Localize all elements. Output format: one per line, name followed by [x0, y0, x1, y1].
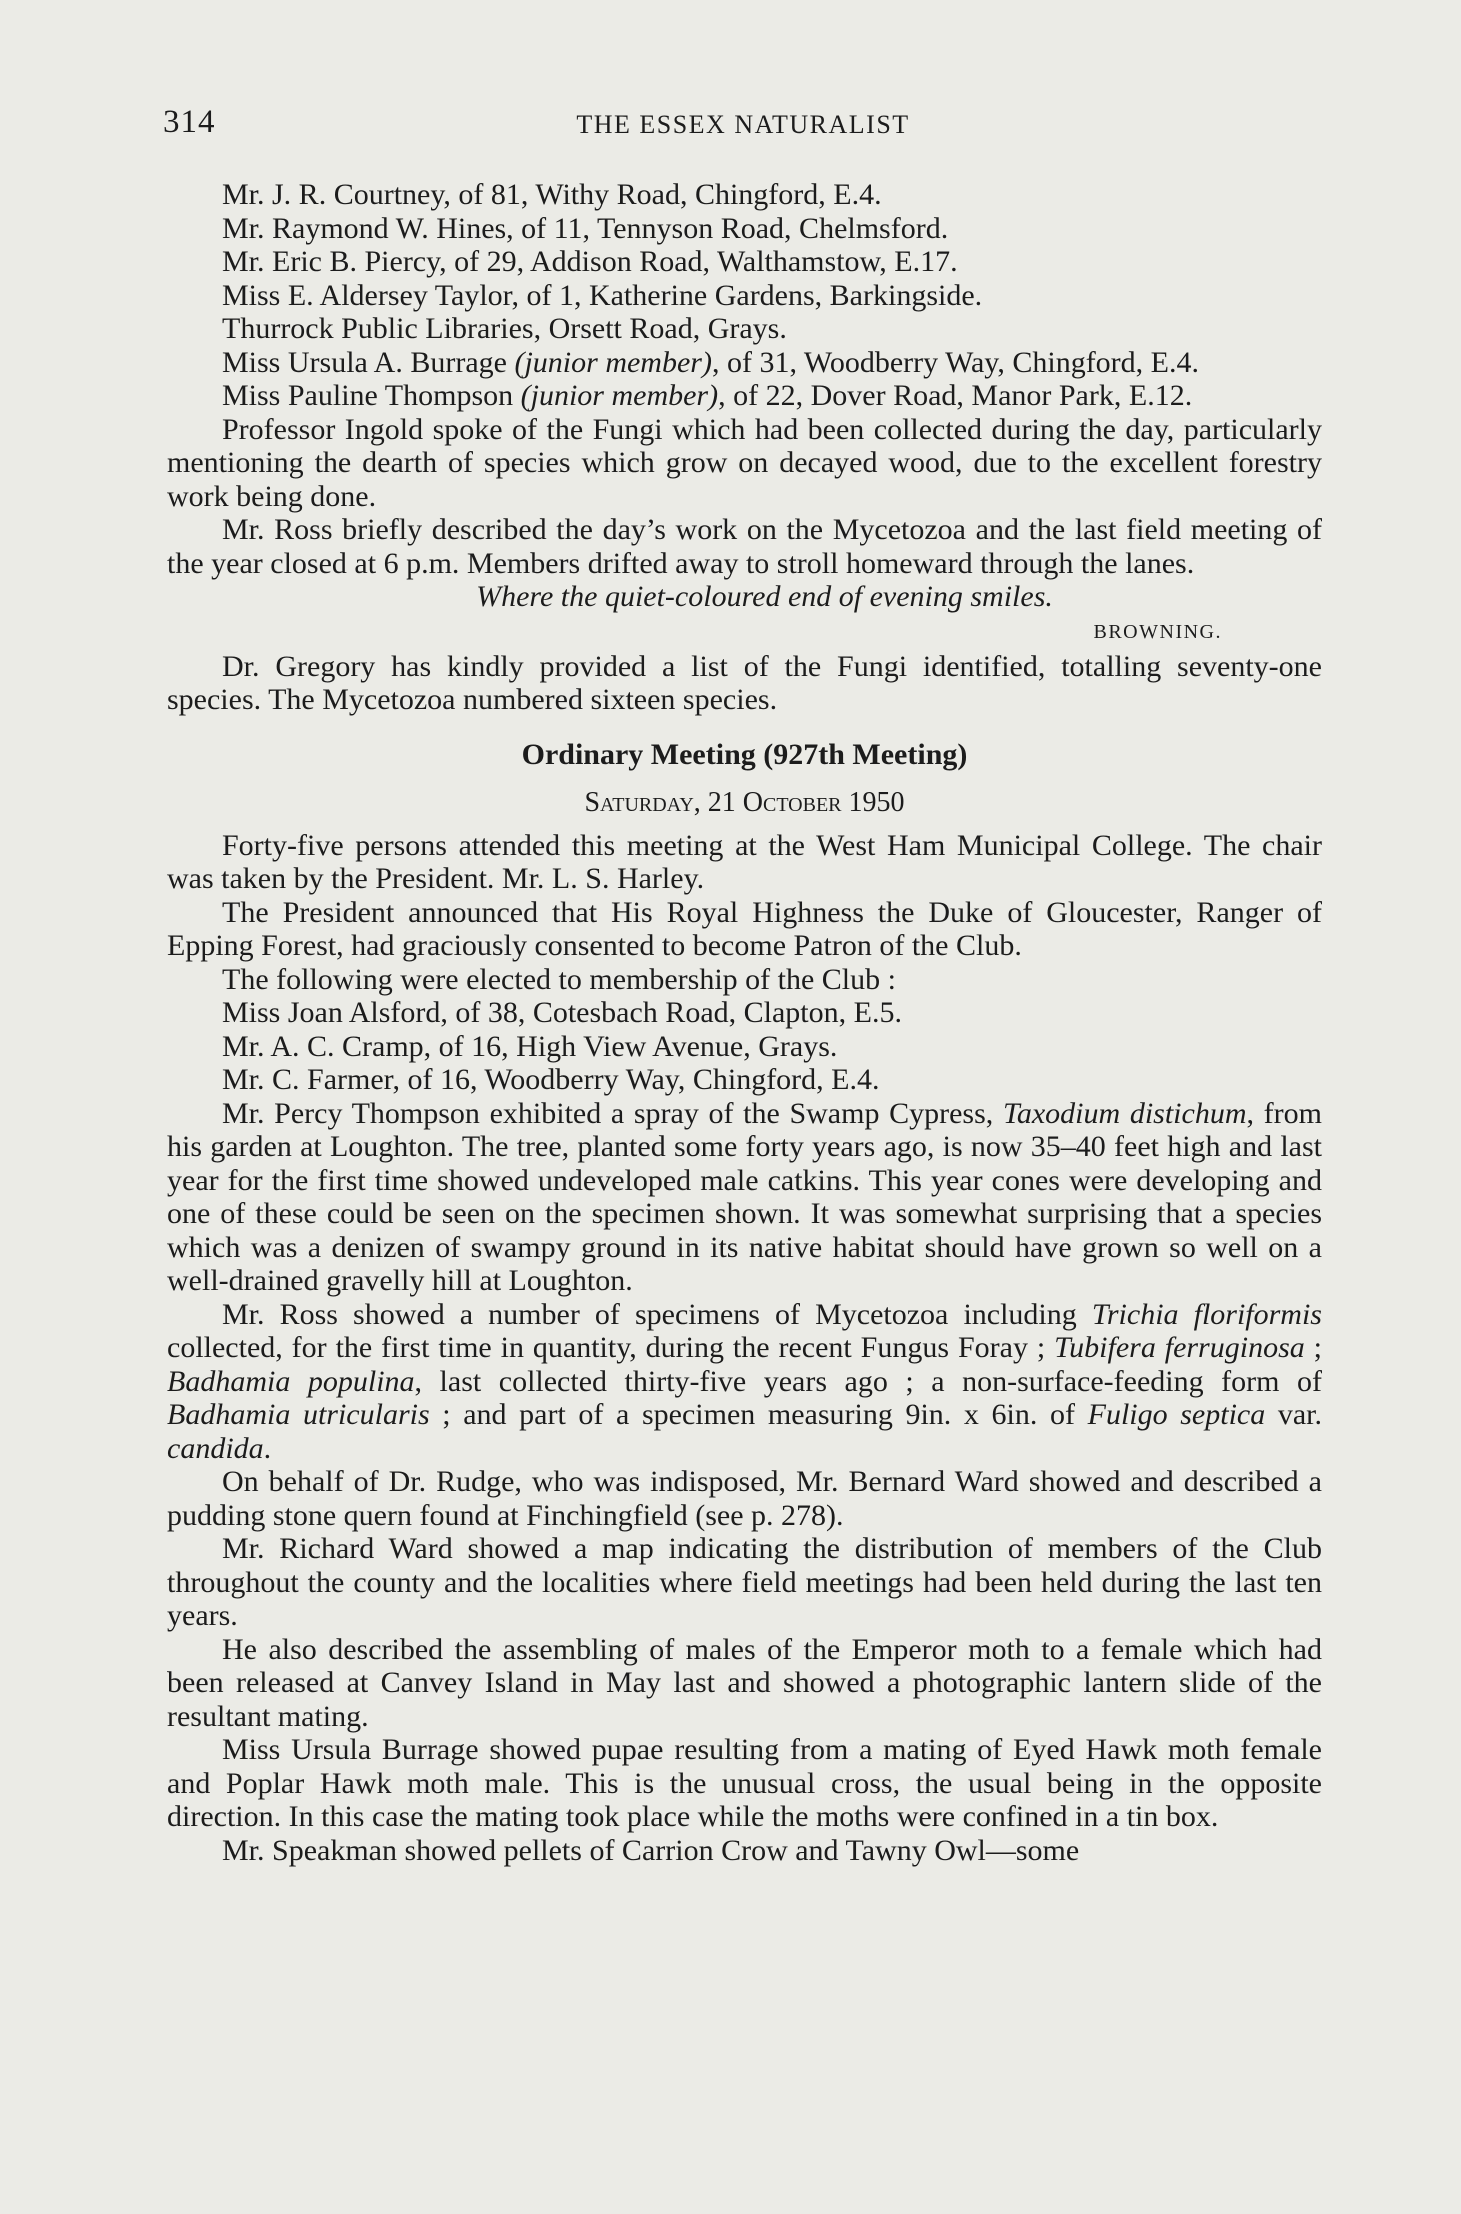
text-run: var.: [1265, 1398, 1322, 1431]
text-run: ;: [1304, 1331, 1323, 1364]
paragraph-rudge: On behalf of Dr. Rudge, who was indisposed, Mr. Bernard Ward showed and described a pudding stone quern found at Finchingfield (see p. 278).: [167, 1465, 1322, 1532]
page-header: [163, 104, 1323, 154]
paragraph-speakman: Mr. Speakman showed pellets of Carrion Crow and Tawny Owl—some: [222, 1833, 1080, 1867]
text-run: ; and part of a specimen measuring 9in. x 6in. of: [429, 1398, 1088, 1431]
species-name: Tubifera ferruginosa: [1054, 1331, 1305, 1364]
paragraph-ross: Mr. Ross briefly described the day’s work on the Mycetozoa and the last field meeting of the year closed at 6 p.m. Members drifted away to stroll homeward through the lanes.: [167, 513, 1322, 580]
member-entry-junior: [167, 379, 1322, 413]
running-head: THE ESSEX NATURALIST: [576, 110, 910, 139]
paragraph-richard-ward: Mr. Richard Ward showed a map indicating the distribution of members of the Club throughout the county and the localities where field meetings had been held during the last ten years.: [167, 1532, 1322, 1632]
paragraph-emperor-moth: He also described the assembling of males of the Emperor moth to a female which had been released at Canvey Island in May last and showed a photographic lantern slide of the resultant mating.: [167, 1632, 1322, 1733]
paragraph-duke: The President announced that His Royal Highness the Duke of Gloucester, Ranger of Epping Forest, had graciously consented to become Patron of the Club.: [167, 895, 1322, 962]
text-run: collected, for the first time in quantity, during the recent Fungus Foray ;: [167, 1331, 1055, 1364]
text-run: , from his garden at Loughton. The tree, planted some forty years ago, is now 35–40 feet high and last year for the first time showed undeveloped male catkins. This year cones were developing and one of these could be seen on the specimen shown. It was somewhat surprising that a species which was a denizen of swampy ground in its native habitat should have grown so well on a well-drained gravelly hill at Loughton.: [167, 1096, 1322, 1297]
species-name: Taxodium distichum: [1002, 1096, 1247, 1130]
junior-member-note: (junior member): [520, 379, 719, 412]
date-year: 1950: [841, 786, 905, 818]
text-run: Mr. Percy Thompson exhibited a spray of the Swamp Cypress,: [222, 1096, 1003, 1130]
quotation-attribution: BROWNING.: [1093, 620, 1222, 643]
member-name: Miss Pauline Thompson: [222, 379, 521, 412]
member-entry: Thurrock Public Libraries, Orsett Road, Grays.: [222, 312, 787, 345]
paragraph-ingold: Professor Ingold spoke of the Fungi which had been collected during the day, particularly mentioning the dearth of species which grow on decayed wood, due to the excellent forestry work being done.: [167, 412, 1322, 513]
paragraph-thompson: [167, 1097, 1322, 1298]
member-entry: Mr. A. C. Cramp, of 16, High View Avenue, Grays.: [222, 1029, 838, 1063]
page-number: 314: [163, 104, 216, 140]
species-name: candida: [167, 1431, 264, 1465]
text-run: .: [263, 1431, 272, 1465]
date-number: , 21: [693, 786, 743, 818]
quotation: Where the quiet-coloured end of evening smiles.: [476, 580, 1053, 613]
member-entry: Mr. J. R. Courtney, of 81, Withy Road, Chingford, E.4.: [222, 178, 882, 211]
text-run: , last collected thirty-five years ago ; a non-surface-feeding form of: [414, 1364, 1322, 1398]
paragraph-gregory: Dr. Gregory has kindly provided a list of the Fungi identified, totalling seventy-one species. The Mycetozoa numbered sixteen species.: [167, 649, 1322, 716]
member-entry: Mr. C. Farmer, of 16, Woodberry Way, Chingford, E.4.: [222, 1063, 880, 1096]
member-entry: Mr. Raymond W. Hines, of 11, Tennyson Road, Chelmsford.: [222, 211, 949, 245]
junior-member-note: (junior member): [514, 345, 712, 379]
member-entry: Miss Joan Alsford, of 38, Cotesbach Road, Clapton, E.5.: [222, 996, 902, 1029]
paragraph-elected: The following were elected to membership of the Club :: [222, 962, 896, 996]
species-name: Fuligo septica: [1087, 1398, 1266, 1431]
date-day: Saturday: [584, 786, 694, 818]
paragraph-attendance: Forty-five persons attended this meeting at the West Ham Municipal College. The chair was taken by the President. Mr. L. S. Harley.: [167, 828, 1322, 895]
paragraph-burrage: Miss Ursula Burrage showed pupae resulting from a mating of Eyed Hawk moth female and Poplar Hawk moth male. This is the unusual cross, the usual being in the opposite direction. In this case the mating took place while the moths were confined in a tin box.: [167, 1733, 1322, 1833]
date-month: October: [742, 786, 842, 818]
member-name: Miss Ursula A. Burrage: [222, 345, 515, 379]
species-name: Trichia floriformis: [1091, 1297, 1322, 1331]
text-run: Mr. Ross showed a number of specimens of Mycetozoa including: [222, 1297, 1092, 1331]
member-entry-junior: [167, 346, 1322, 380]
section-heading: Ordinary Meeting (927th Meeting): [521, 737, 968, 771]
member-address: , of 22, Dover Road, Manor Park, E.12.: [718, 379, 1193, 412]
meeting-date: [167, 783, 1322, 823]
species-name: Badhamia populina: [167, 1364, 415, 1398]
member-address: , of 31, Woodberry Way, Chingford, E.4.: [711, 345, 1199, 379]
paragraph-ross-specimens: [167, 1298, 1322, 1466]
member-entry: Miss E. Aldersey Taylor, of 1, Katherine Gardens, Barkingside.: [222, 278, 983, 312]
body-text: [167, 178, 1322, 1867]
species-name: Badhamia utricularis: [167, 1398, 430, 1431]
member-entry: Mr. Eric B. Piercy, of 29, Addison Road, Walthamstow, E.17.: [222, 245, 958, 278]
